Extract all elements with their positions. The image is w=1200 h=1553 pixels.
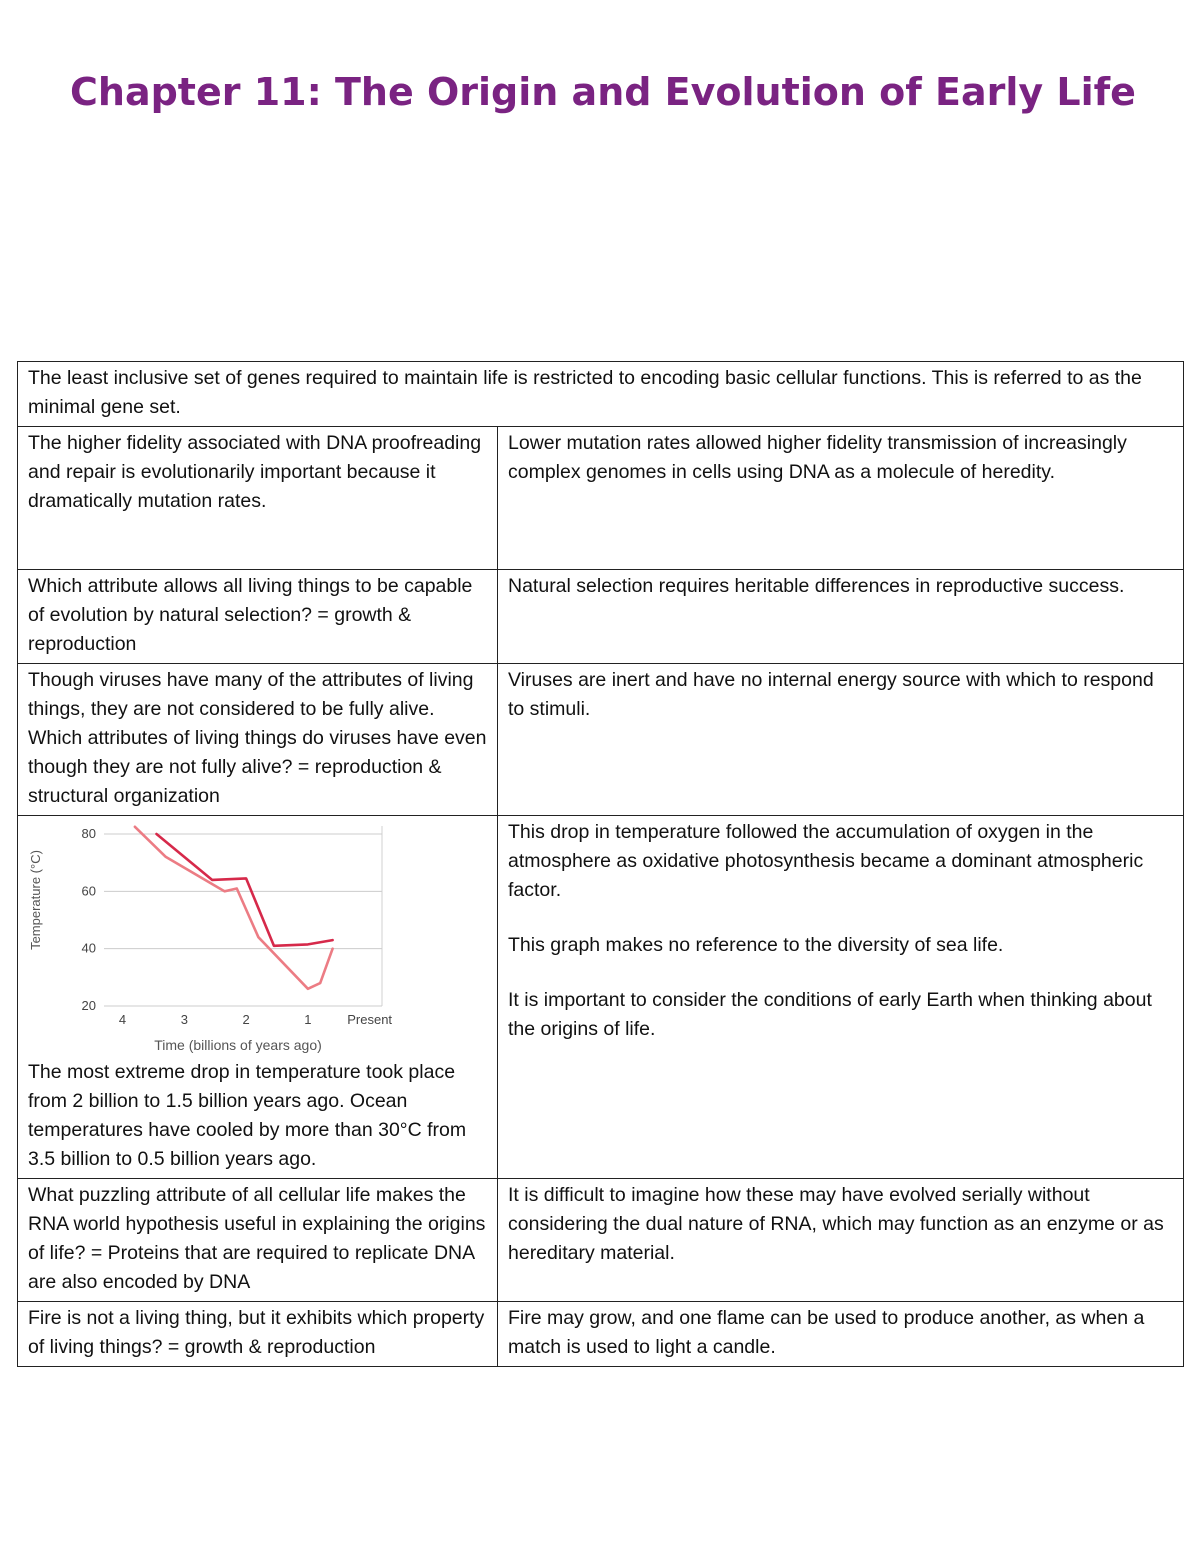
chart-xlabel: Time (billions of years ago) xyxy=(154,1037,322,1053)
x-tick-label: 2 xyxy=(242,1012,250,1027)
table-cell-right: Viruses are inert and have no internal energy source with which to respond to stimuli. xyxy=(498,664,1184,816)
table-row xyxy=(18,816,1184,1179)
table-cell-left: What puzzling attribute of all cellular life makes the RNA world hypothesis useful in explaining the origins of life? = Proteins that are required to replicate DNA are also encoded by DNA xyxy=(18,1179,498,1302)
x-tick-label: 3 xyxy=(180,1012,188,1027)
series-line xyxy=(157,834,333,946)
temperature-chart xyxy=(24,820,404,1058)
table-cell-right: Natural selection requires heritable differences in reproductive success. xyxy=(498,570,1184,664)
table-cell-intro: The least inclusive set of genes required to maintain life is restricted to encoding basic cellular functions. This is referred to as the minimal gene set. xyxy=(18,362,1184,427)
page-title: Chapter 11: The Origin and Evolution of Early Life xyxy=(70,70,1136,114)
paragraph: This drop in temperature followed the accumulation of oxygen in the atmosphere as oxidative photosynthesis became a dominant atmospheric factor. xyxy=(508,821,1144,901)
table-row xyxy=(18,664,1184,816)
table-cell-left: The higher fidelity associated with DNA proofreading and repair is evolutionarily important because it dramatically mutation rates. xyxy=(18,427,498,570)
table-row xyxy=(18,427,1184,570)
table-cell-right: It is difficult to imagine how these may have evolved serially without considering the dual nature of RNA, which may function as an enzyme or as hereditary material. xyxy=(498,1179,1184,1302)
table-row xyxy=(18,362,1184,427)
table-row xyxy=(18,1302,1184,1367)
y-tick-label: 20 xyxy=(81,998,96,1013)
x-tick-label: Present xyxy=(347,1012,393,1027)
table-cell-right: Lower mutation rates allowed higher fidelity transmission of increasingly complex genomes in cells using DNA as a molecule of heredity. xyxy=(498,427,1184,570)
table-cell-left-chart xyxy=(18,816,498,1179)
temperature-chart-svg xyxy=(24,820,404,1058)
table-cell-left: Which attribute allows all living things to be capable of evolution by natural selection? = growth & reproduction xyxy=(18,570,498,664)
notes-table xyxy=(17,361,1184,1367)
paragraph: It is important to consider the conditions of early Earth when thinking about the origins of life. xyxy=(508,989,1152,1040)
y-tick-label: 80 xyxy=(81,826,96,841)
x-tick-label: 4 xyxy=(118,1012,127,1027)
table-cell-left: Though viruses have many of the attributes of living things, they are not considered to be fully alive. Which attributes of living things do viruses have even though they are not fully alive? = reproduction & structural organization xyxy=(18,664,498,816)
y-tick-label: 40 xyxy=(81,940,96,956)
table-row xyxy=(18,1179,1184,1302)
table-row xyxy=(18,570,1184,664)
chart-caption: The most extreme drop in temperature took place from 2 billion to 1.5 billion years ago. Ocean temperatures have cooled by more than 30°C from 3.5 billion to 0.5 billion years ago. xyxy=(28,1061,467,1170)
series-line xyxy=(135,827,333,989)
x-tick-label: 1 xyxy=(304,1012,312,1027)
table-cell-left: Fire is not a living thing, but it exhibits which property of living things? = growth & reproduction xyxy=(18,1302,498,1367)
table-cell-right xyxy=(498,816,1184,1179)
paragraph: This graph makes no reference to the diversity of sea life. xyxy=(508,934,1004,956)
chart-ylabel: Temperature (°C) xyxy=(28,850,43,950)
table-cell-right: Fire may grow, and one flame can be used to produce another, as when a match is used to light a candle. xyxy=(498,1302,1184,1367)
y-tick-label: 60 xyxy=(81,883,96,899)
